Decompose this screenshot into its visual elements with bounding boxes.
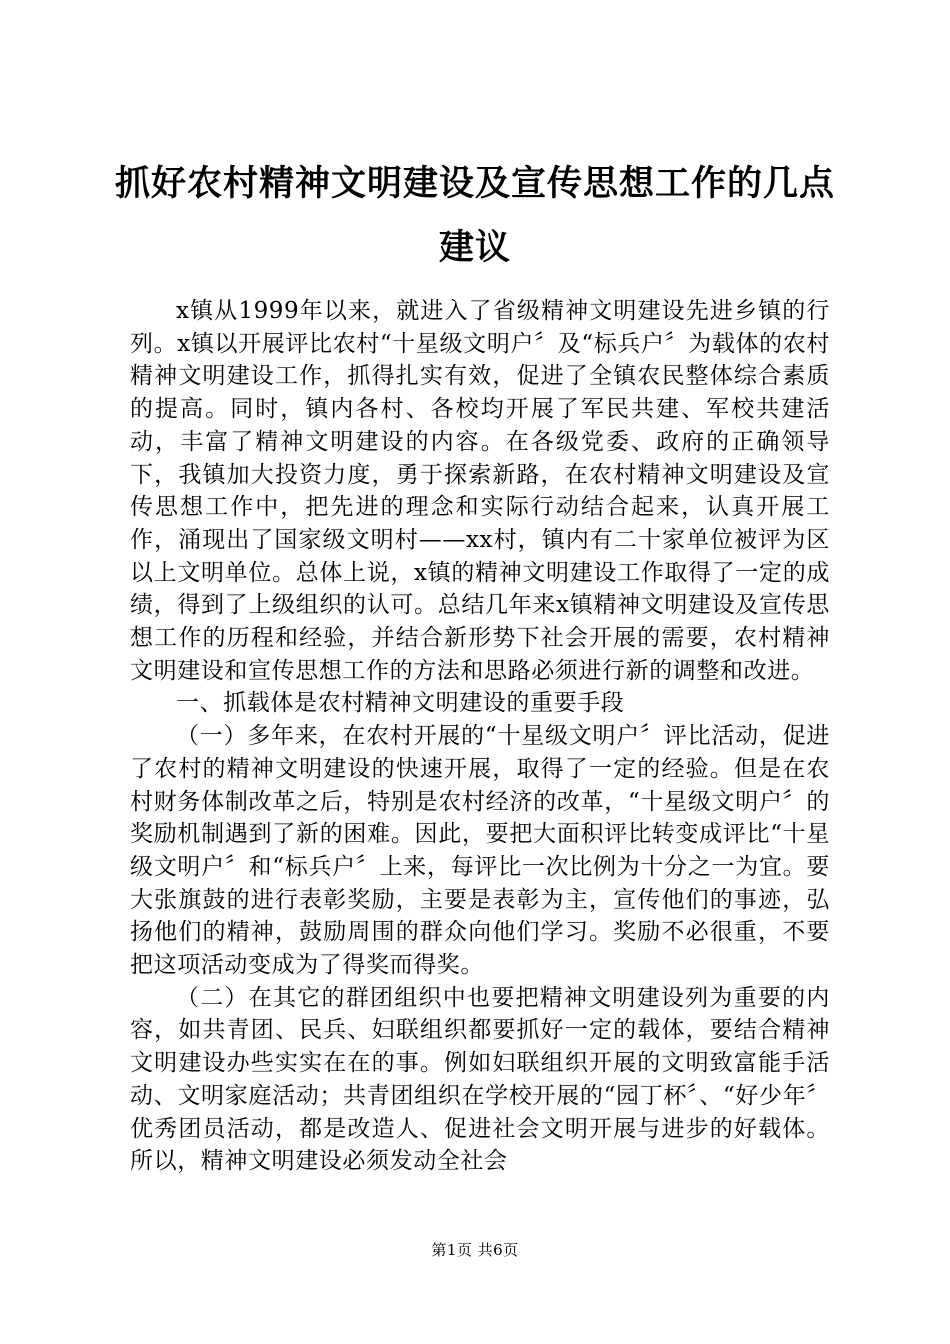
paragraph-item-2: （二）在其它的群团组织中也要把精神文明建设列为重要的内容，如共青团、民兵、妇联组织都要抓好一定的载体，要结合精神文明建设办些实实在在的事。例如妇联组织开展的文明致富能手活动、文明家庭活动；共青团组织在学校开展的“园丁杯〞、“好少年〞优秀团员活动，都是改造人、促进社会文明开展与进步的好载体。所以，精神文明建设必须发动全社会 xyxy=(130,984,830,1175)
document-body xyxy=(130,295,830,1178)
document-title: 抓好农村精神文明建设及宣传思想工作的几点建议 xyxy=(114,164,835,268)
paragraph-intro: x镇从1999年以来，就进入了省级精神文明建设先进乡镇的行列。x镇以开展评比农村“十星级文明户〞及“标兵户〞为载体的农村精神文明建设工作，抓得扎实有效，促进了全镇农民整体综合素质的提高。同时，镇内各村、各校均开展了军民共建、军校共建活动，丰富了精神文明建设的内容。在各级党委、政府的正确领导下，我镇加大投资力度，勇于探索新路，在农村精神文明建设及宣传思想工作中，把先进的理念和实际行动结合起来，认真开展工作，涌现出了国家级文明村——xx村，镇内有二十家单位被评为区以上文明单位。总体上说，x镇的精神文明建设工作取得了一定的成绩，得到了上级组织的认可。总结几年来x镇精神文明建设及宣传思想工作的历程和经验，并结合新形势下社会开展的需要，农村精神文明建设和宣传思想工作的方法和思路必须进行新的调整和改进。 xyxy=(130,298,830,684)
section-heading-1: 一、抓载体是农村精神文明建设的重要手段 xyxy=(176,690,625,717)
paragraph-item-1: （一）多年来，在农村开展的“十星级文明户〞评比活动，促进了农村的精神文明建设的快速开展，取得了一定的经验。但是在农村财务体制改革之后，特别是农村经济的改革，“十星级文明户〞的奖励机制遇到了新的困难。因此，要把大面积评比转变成评比“十星级文明户〞和“标兵户〞上来，每评比一次比例为十分之一为宜。要大张旗鼓的进行表彰奖励，主要是表彰为主，宣传他们的事迹，弘扬他们的精神，鼓励周围的群众向他们学习。奖励不必很重，不要把这项活动变成为了得奖而得奖。 xyxy=(130,723,830,979)
page-number-footer: 第1页 共6页 xyxy=(431,1241,519,1259)
